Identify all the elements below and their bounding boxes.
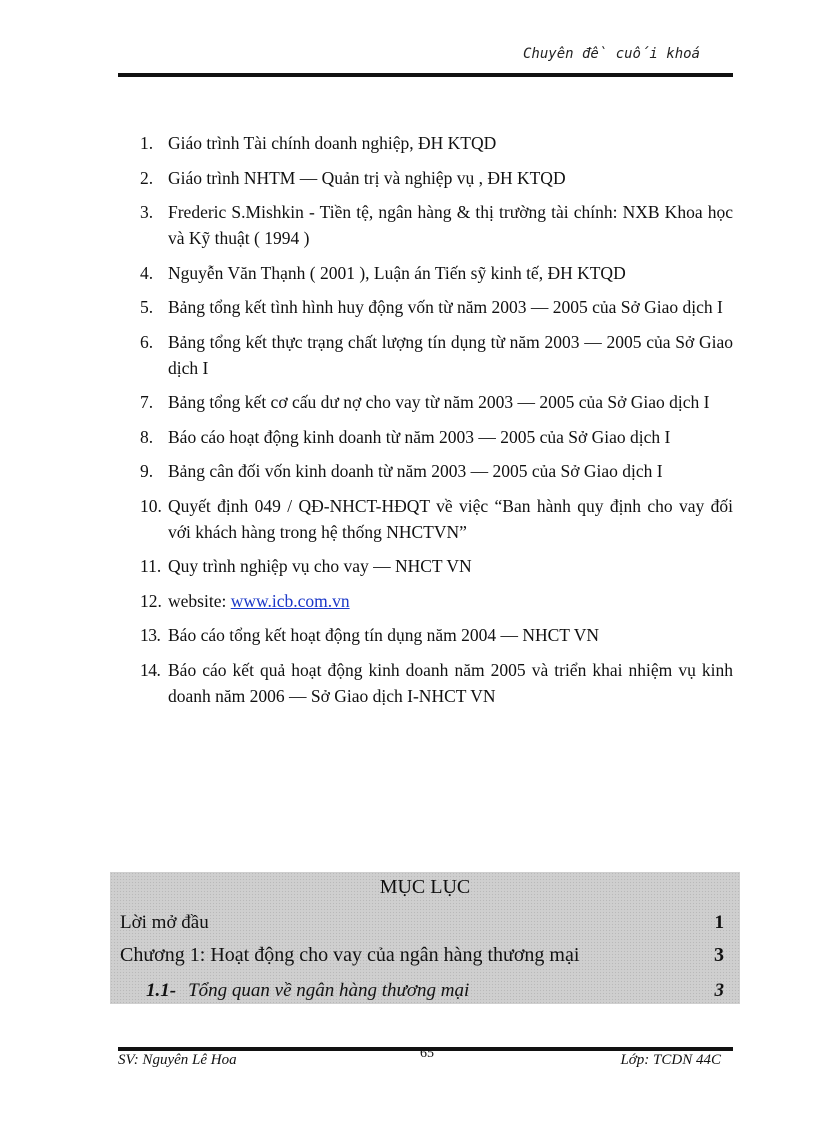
footer-class: Lớp: TCDN 44C <box>620 1052 721 1068</box>
reference-text: Báo cáo kết quả hoạt động kinh doanh năm 2005 và triển khai nhiệm vụ kinh doanh năm 2006 — Sở Giao dịch I-NHCT VN <box>168 659 733 706</box>
reference-number: 2. <box>140 167 154 188</box>
reference-number: 5. <box>140 297 154 317</box>
reference-text: Bảng tổng kết tình hình huy động vốn từ năm 2003 — 2005 của Sở Giao dịch I <box>168 297 723 317</box>
footer-student-name: SV: Nguyên Lê Hoa <box>118 1052 237 1068</box>
toc-entry[interactable] <box>120 980 724 1002</box>
reference-text: Báo cáo hoạt động kinh doanh từ năm 2003 — 2005 của Sở Giao dịch I <box>168 426 671 447</box>
reference-item <box>140 588 733 614</box>
reference-number: 11. <box>140 556 162 576</box>
toc-entry-label: Chương 1: Hoạt động cho vay của ngân hàng thương mại <box>120 944 580 966</box>
reference-item <box>140 458 733 484</box>
reference-number: 3. <box>140 202 154 222</box>
toc-entry-page: 3 <box>714 980 724 1001</box>
toc-entry-label: Tổng quan về ngân hàng thương mại <box>188 980 470 1001</box>
reference-number: 10. <box>140 495 162 516</box>
reference-number: 12. <box>140 590 162 611</box>
header-title: Chuyên đề cuối khoá <box>522 46 700 62</box>
reference-item <box>140 199 733 251</box>
table-of-contents <box>110 872 740 1004</box>
toc-entry-page: 3 <box>714 944 724 966</box>
reference-text: Quyết định 049 / QĐ-NHCT-HĐQT về việc “Ban hành quy định cho vay đối với khách hàng trong hệ thống NHCTVN” <box>168 495 733 542</box>
reference-number: 7. <box>140 392 154 412</box>
reference-number: 13. <box>140 625 161 645</box>
reference-text: Nguyễn Văn Thạnh ( 2001 ), Luận án Tiến sỹ kinh tế, ĐH KTQD <box>168 262 626 283</box>
reference-item <box>140 424 733 450</box>
reference-list <box>140 130 733 717</box>
reference-text: Frederic S.Mishkin - Tiền tệ, ngân hàng & thị trường tài chính: NXB Khoa học và Kỹ thuật ( 1994 ) <box>168 202 733 248</box>
header-rule <box>118 73 733 77</box>
reference-number: 4. <box>140 262 154 283</box>
reference-item <box>140 165 733 191</box>
footer-page-number: 65 <box>420 1046 434 1061</box>
reference-text: Giáo trình Tài chính doanh nghiệp, ĐH KTQD <box>168 133 497 153</box>
reference-item <box>140 553 733 579</box>
reference-number: 6. <box>140 331 154 352</box>
reference-item <box>140 657 733 709</box>
reference-item <box>140 260 733 286</box>
reference-number: 8. <box>140 426 154 447</box>
reference-text: Quy trình nghiệp vụ cho vay — NHCT VN <box>168 556 472 576</box>
reference-number: 1. <box>140 133 154 153</box>
reference-text: Bảng cân đối vốn kinh doanh từ năm 2003 — 2005 của Sở Giao dịch I <box>168 461 663 481</box>
toc-entry[interactable] <box>120 912 724 934</box>
reference-number: 9. <box>140 461 154 481</box>
reference-item <box>140 493 733 545</box>
toc-title: MỤC LỤC <box>379 876 471 898</box>
reference-number: 14. <box>140 659 161 680</box>
reference-text: Giáo trình NHTM — Quản trị và nghiệp vụ , ĐH KTQD <box>168 167 566 188</box>
reference-text: Báo cáo tổng kết hoạt động tín dụng năm 2004 — NHCT VN <box>168 625 599 645</box>
reference-item <box>140 294 733 320</box>
reference-text: Bảng tổng kết thực trạng chất lượng tín dụng từ năm 2003 — 2005 của Sở Giao dịch I <box>168 331 733 378</box>
reference-text: Bảng tổng kết cơ cấu dư nợ cho vay từ năm 2003 — 2005 của Sở Giao dịch I <box>168 392 710 412</box>
toc-entry[interactable] <box>120 944 724 967</box>
toc-section-number: 1.1- <box>146 980 177 1001</box>
reference-item <box>140 389 733 415</box>
reference-item <box>140 130 733 156</box>
toc-entry-label: Lời mở đầu <box>120 912 209 933</box>
website-link[interactable]: www.icb.com.vn <box>230 590 350 611</box>
toc-entry-page: 1 <box>714 912 724 933</box>
reference-item <box>140 329 733 381</box>
reference-item <box>140 622 733 648</box>
reference-text: website: <box>168 590 231 611</box>
